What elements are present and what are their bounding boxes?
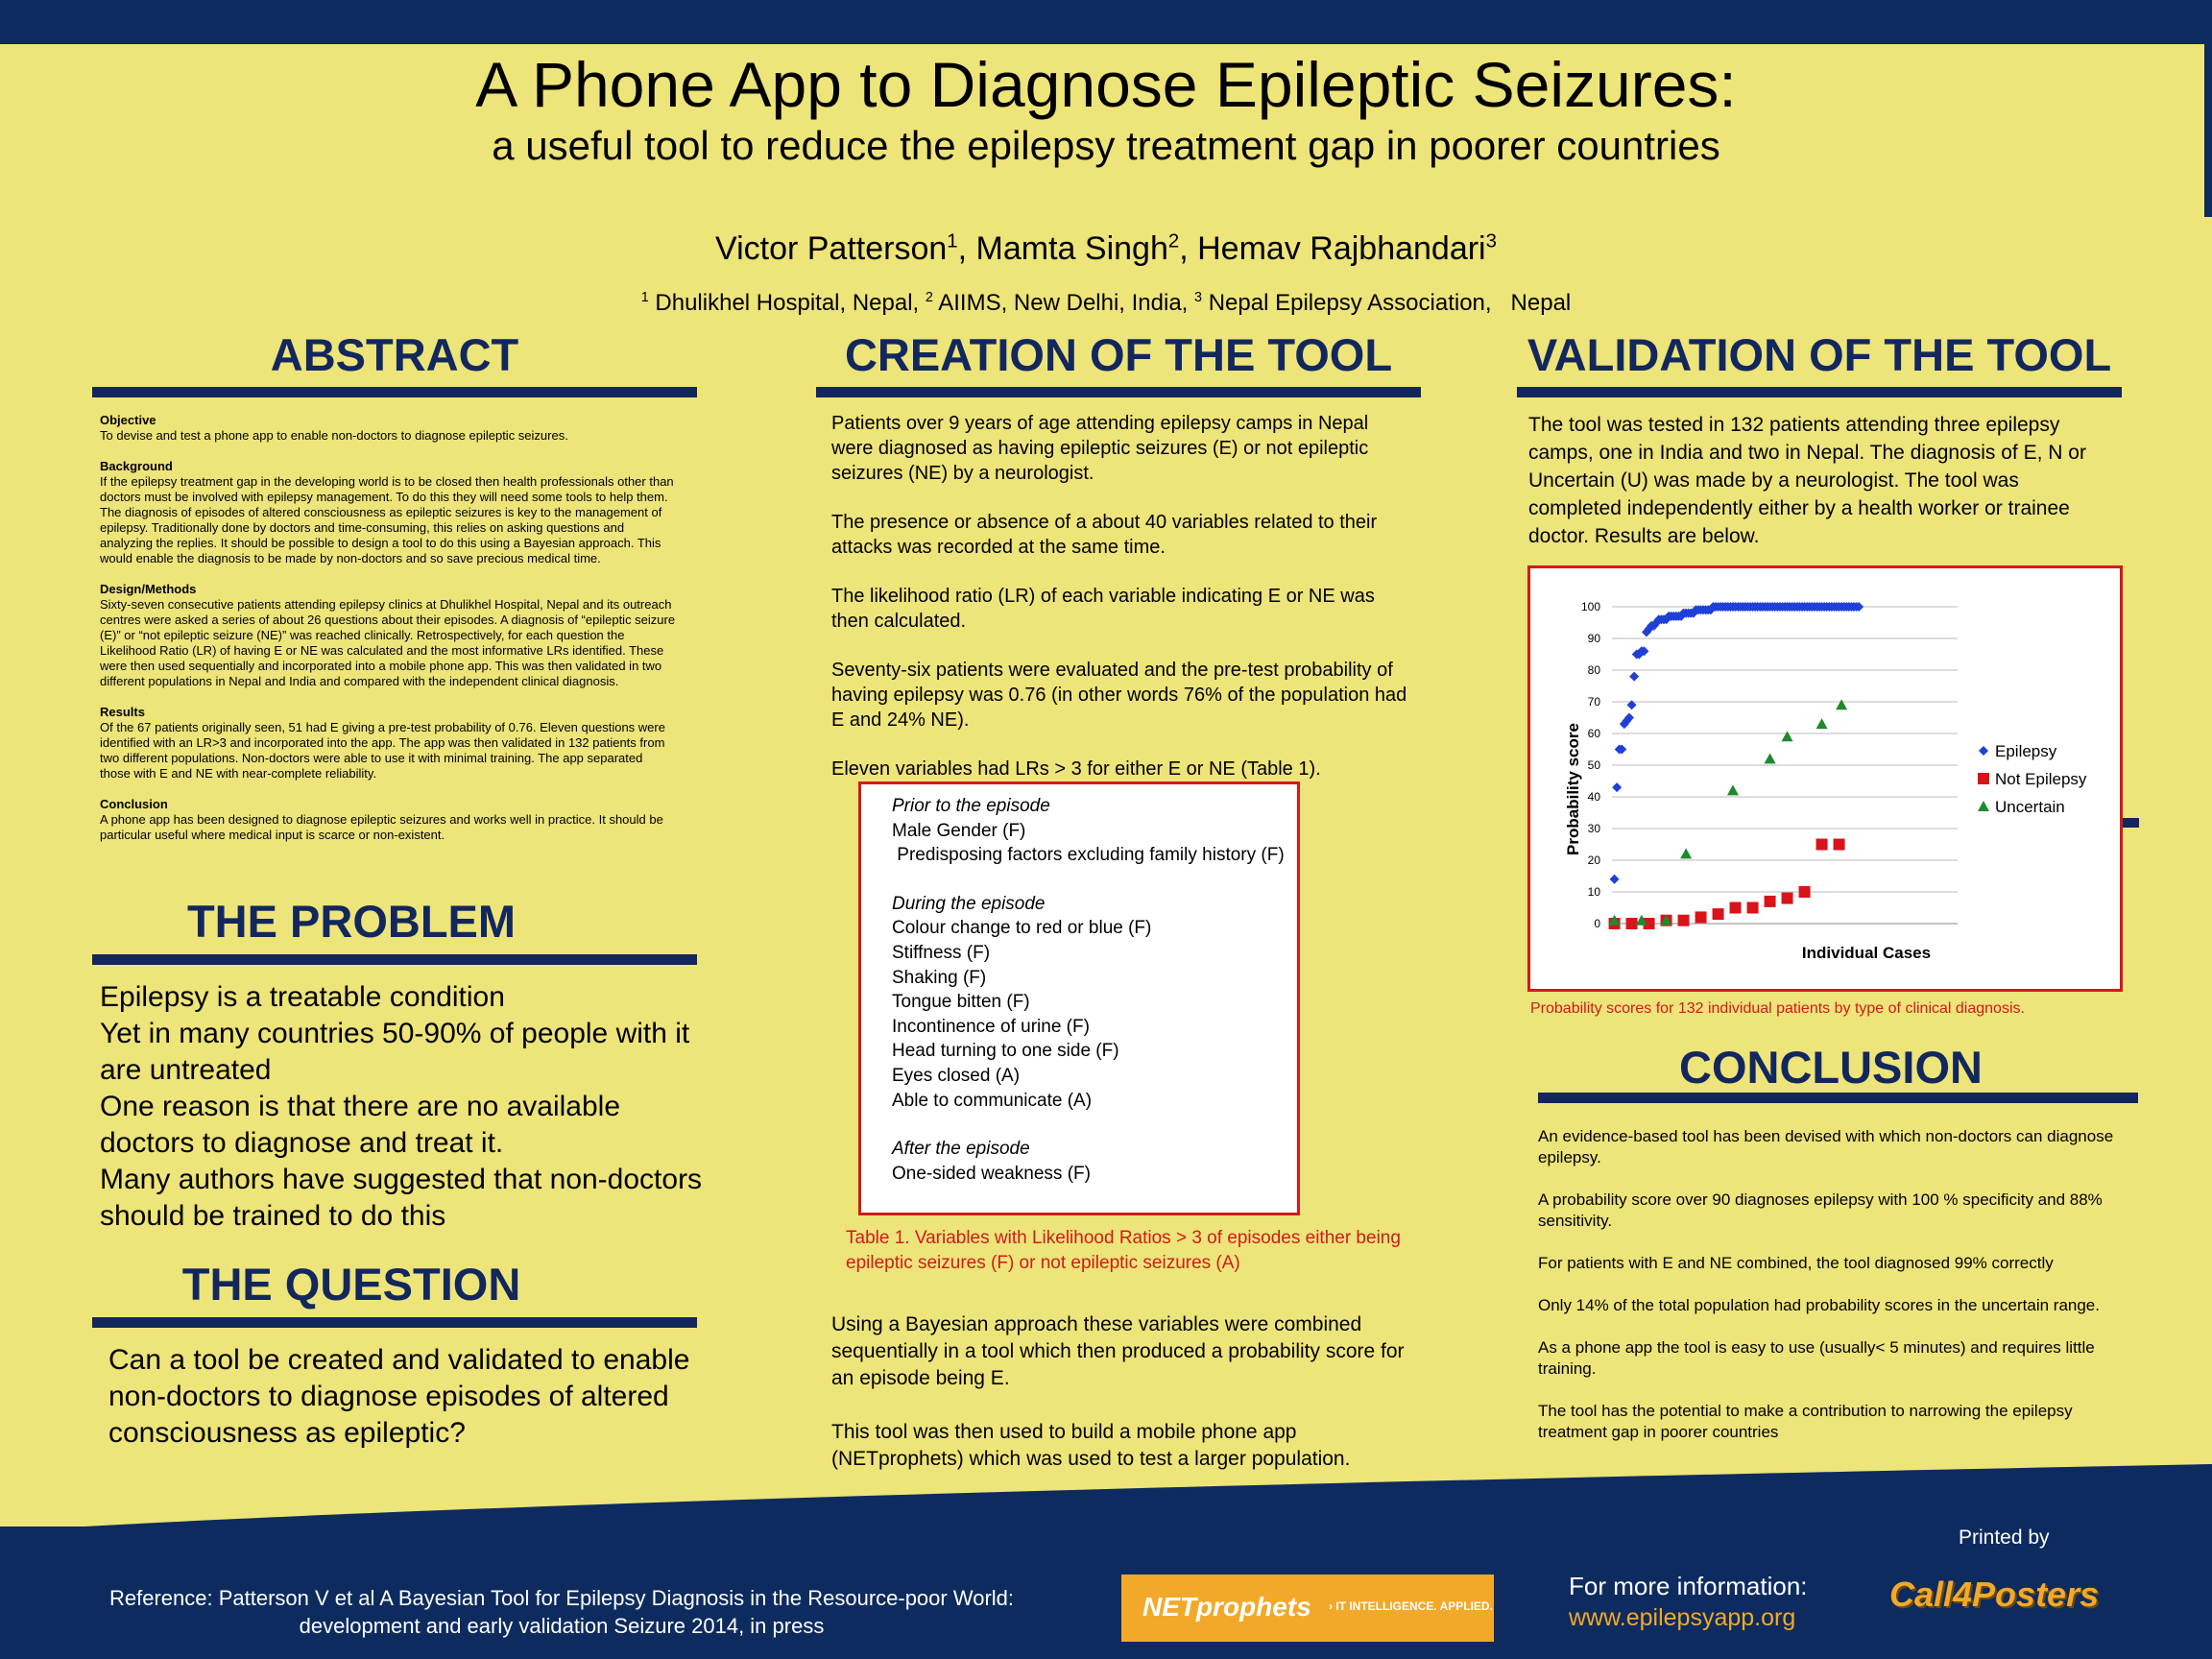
creation-paragraph: Eleven variables had LRs > 3 for either E or NE (Table 1). <box>831 758 1321 780</box>
data-point-not-epilepsy <box>1765 896 1776 907</box>
website-link[interactable]: www.epilepsyapp.org <box>1569 1604 1796 1631</box>
creation-paragraph: Patients over 9 years of age attending epilepsy camps in Nepal were diagnosed as having epileptic seizures (E) or not epileptic seizures (NE) by a neurologist. <box>831 413 1369 484</box>
table-item: Colour change to red or blue (F) <box>892 918 1152 939</box>
conclusion-paragraph: For patients with E and NE combined, the tool diagnosed 99% correctly <box>1538 1254 2054 1272</box>
poster-title: A Phone App to Diagnose Epileptic Seizures: <box>475 49 1737 120</box>
question-heading: THE QUESTION <box>181 1259 521 1310</box>
creation-rule <box>816 387 1421 397</box>
data-point-uncertain <box>1782 731 1793 741</box>
legend-marker <box>1978 801 1989 811</box>
author-name: Mamta Singh <box>975 230 1168 267</box>
y-tick-labels <box>1581 600 1600 930</box>
author-sup: 1 <box>947 230 958 252</box>
validation-text: The tool was tested in 132 patients attending three epilepsy camps, one in India and two in Nepal. The diagnosis of E, N or Uncertain (U) was made by a neurologist. The tool was completed independently either by a health worker or trainee doctor. Results are below. <box>1528 414 2086 547</box>
data-point-not-epilepsy <box>1626 918 1638 929</box>
data-point-epilepsy <box>1610 875 1620 884</box>
conclusion-paragraph: As a phone app the tool is easy to use (usually< 5 minutes) and requires little training. <box>1538 1338 2095 1378</box>
abstract-label: Results <box>100 705 145 719</box>
data-point-not-epilepsy <box>1695 911 1707 923</box>
conclusion-paragraph: Only 14% of the total population had probability scores in the uncertain range. <box>1538 1296 2100 1314</box>
legend-marker <box>1979 746 1988 756</box>
x-axis-label: Individual Cases <box>1801 944 1932 962</box>
data-point-not-epilepsy <box>1678 915 1690 926</box>
data-point-not-epilepsy <box>1782 893 1793 904</box>
abstract-rule <box>92 387 697 397</box>
abstract-text: If the epilepsy treatment gap in the developing world is to be closed then health professionals other than doctors must be involved with epilepsy management. To do this they will need some tools to help them. The diagnosis of episodes of altered consciousness as epileptic seizures is key to the management of epilepsy. Traditionally done by doctors and time-consuming, this relies on asking questions and analyzing the replies. It should be possible to design a tool to do this using a Bayesian approach. This would enable the diagnosis to be made by non-doctors and so save precious medical time. <box>100 474 674 565</box>
affil-sup: 1 <box>640 290 649 305</box>
abstract-heading: ABSTRACT <box>270 329 519 380</box>
validation-chart <box>1530 568 2120 989</box>
legend-label: Uncertain <box>1995 798 2065 816</box>
creation-paragraph: This tool was then used to build a mobile phone app (NETprophets) which was used to test a larger population. <box>831 1421 1351 1470</box>
creation-body <box>831 411 1407 781</box>
abstract-text: A phone app has been designed to diagnose epileptic seizures and works well in practice. It should be particular useful where medical input is scarce or non-existent. <box>100 812 663 842</box>
conclusion-paragraph: An evidence-based tool has been devised with which non-doctors can diagnose epilepsy. <box>1538 1127 2114 1166</box>
abstract-section <box>100 582 676 689</box>
creation-paragraph: The presence or absence of a about 40 variables related to their attacks was recorded at the same time. <box>831 512 1378 558</box>
reference-text: Reference: Patterson V et al A Bayesian Tool for Epilepsy Diagnosis in the Resource-poor World: development and early validation Seizure 2014, in press <box>108 1586 1015 1638</box>
table-item: Head turning to one side (F) <box>892 1041 1119 1062</box>
table-item: Incontinence of urine (F) <box>892 1016 1090 1037</box>
data-point-not-epilepsy <box>1747 902 1759 914</box>
validation-heading: VALIDATION OF THE TOOL <box>1527 329 2112 380</box>
data-point-not-epilepsy <box>1799 886 1811 898</box>
creation-paragraph: Using a Bayesian approach these variables were combined sequentially in a tool which then produced a probability score for an episode being E. <box>831 1313 1405 1389</box>
y-tick-label: 20 <box>1587 854 1600 867</box>
problem-line: Yet in many countries 50-90% of people with it are untreated <box>100 1018 690 1086</box>
abstract-text: To devise and test a phone app to enable non-doctors to diagnose epileptic seizures. <box>100 428 568 443</box>
author-sup: 3 <box>1485 230 1497 252</box>
abstract-text: Sixty-seven consecutive patients attending epilepsy clinics at Dhulikhel Hospital, Nepal and its outreach centres were asked a series of about 26 questions about their episodes. A diagnosis of “epileptic seizure (E)” or “not epileptic seizure (NE)” was reached clinically. Retrospectively, for each question the Likelihood Ratio (LR) of having E or NE was calculated and the most informative LRs identified. These were then used sequentially and incorporated into a mobile phone app. This was then validated in two different populations in Nepal and India and compared with the independent clinical diagnosis. <box>100 597 676 688</box>
creation-paragraph: Seventy-six patients were evaluated and the pre-test probability of having epilepsy was 0.76 (in other words 76% of the population had E and 24% NE). <box>831 660 1407 731</box>
abstract-section <box>100 705 676 781</box>
y-tick-label: 90 <box>1587 632 1600 645</box>
affiliation: Nepal Epilepsy Association, Nepal <box>1208 290 1572 316</box>
logo-tag-text: IT INTELLIGENCE. APPLIED. <box>1335 1599 1493 1613</box>
poster-subtitle: a useful tool to reduce the epilepsy treatment gap in poorer countries <box>492 123 1720 168</box>
table-group-title: Prior to the episode <box>892 796 1050 816</box>
problem-line: Epilepsy is a treatable condition <box>100 981 505 1013</box>
abstract-label: Background <box>100 459 173 473</box>
data-point-epilepsy <box>1629 672 1639 682</box>
table-item: Male Gender (F) <box>892 820 1026 841</box>
logo-tagline: › IT INTELLIGENCE. APPLIED. <box>1329 1599 1493 1613</box>
y-tick-label: 0 <box>1594 917 1600 930</box>
chart-frame <box>1527 565 2123 992</box>
affil-sup: 2 <box>925 290 933 305</box>
top-banner <box>0 0 2212 44</box>
problem-heading: THE PROBLEM <box>186 896 517 947</box>
chart-legend <box>1978 742 2087 816</box>
table-item: Eyes closed (A) <box>892 1065 1021 1086</box>
abstract-label: Conclusion <box>100 797 168 811</box>
y-tick-label: 70 <box>1587 695 1600 709</box>
abstract-label: Design/Methods <box>100 582 197 596</box>
problem-line: Many authors have suggested that non-doctors should be trained to do this <box>100 1164 703 1232</box>
table-item: Stiffness (F) <box>892 942 991 963</box>
problem-line: One reason is that there are no available doctors to diagnose and treat it. <box>100 1091 621 1159</box>
problem-rule <box>92 954 697 965</box>
abstract-section <box>100 459 676 566</box>
y-tick-label: 30 <box>1587 822 1600 835</box>
data-point-uncertain <box>1836 699 1847 709</box>
creation-heading: CREATION OF THE TOOL <box>844 329 1393 380</box>
author-sup: 2 <box>1167 230 1180 252</box>
author-list: Victor Patterson$^1$, Mamta Singh$^2$, Hemav Rajbhandari$^3$ <box>715 230 1497 267</box>
creation-paragraph: The likelihood ratio (LR) of each variable indicating E or NE was then calculated. <box>831 586 1375 632</box>
data-point-epilepsy <box>1612 782 1622 792</box>
printed-by-label: Printed by <box>1959 1527 2050 1549</box>
netprophets-logo <box>1121 1575 1494 1642</box>
conclusion-paragraph: A probability score over 90 diagnoses epilepsy with 100 % specificity and 88% sensitivity. <box>1538 1190 2103 1230</box>
data-point-not-epilepsy <box>1713 908 1724 920</box>
legend-marker <box>1978 773 1989 784</box>
table-item: Shaking (F) <box>892 967 987 988</box>
data-point-not-epilepsy <box>1816 839 1828 851</box>
data-point-uncertain <box>1727 784 1739 795</box>
conclusion-body <box>1538 1126 2133 1443</box>
y-tick-label: 10 <box>1587 885 1600 899</box>
abstract-label: Objective <box>100 413 156 427</box>
table-item: One-sided weakness (F) <box>892 1163 1091 1184</box>
author-name: Victor Patterson <box>715 230 948 267</box>
abstract-text: Of the 67 patients originally seen, 51 had E giving a pre-test probability of 0.76. Eleven questions were identified with an LR>3 and incorporated into the app. The app was then validated in 132 patients from two different populations. Non-doctors were able to use it with minimal training. The app separated those with E and NE with near-complete reliability. <box>100 720 665 781</box>
data-point-uncertain <box>1680 848 1692 858</box>
conclusion-heading: CONCLUSION <box>1679 1042 1983 1093</box>
data-point-uncertain <box>1816 718 1828 729</box>
abstract-body <box>100 413 676 843</box>
call4posters-logo: Call4Posters <box>1889 1575 2100 1614</box>
question-text: Can a tool be created and validated to enable non-doctors to diagnose episodes of altered consciousness as epileptic? <box>108 1344 690 1449</box>
abstract-section <box>100 797 676 843</box>
affiliation: Dhulikhel Hospital, Nepal, <box>655 290 920 316</box>
table-item: Able to communicate (A) <box>892 1090 1093 1111</box>
chart-grid <box>1612 607 1958 924</box>
problem-body <box>100 979 714 1235</box>
legend-label: Epilepsy <box>1995 742 2057 760</box>
table-group-title: After the episode <box>892 1139 1030 1160</box>
affiliations <box>0 290 2212 317</box>
more-info-label: For more information: <box>1569 1572 1808 1600</box>
validation-rule <box>1517 387 2122 397</box>
affiliation: AIIMS, New Delhi, India, <box>938 290 1189 316</box>
y-axis-label: Probability score <box>1564 723 1582 855</box>
author-name: Hemav Rajbhandari <box>1197 230 1486 267</box>
y-tick-label: 60 <box>1587 727 1600 740</box>
logo-text: NETprophets <box>1142 1592 1311 1622</box>
table-caption: Table 1. Variables with Likelihood Ratios > 3 of episodes either being epileptic seizures (F) or not epileptic seizures (A) <box>846 1228 1401 1273</box>
data-point-not-epilepsy <box>1834 839 1845 851</box>
creation-after <box>831 1311 1427 1473</box>
table-item: Predisposing factors excluding family history (F) <box>892 845 1285 866</box>
data-point-uncertain <box>1765 753 1776 763</box>
legend-label: Not Epilepsy <box>1995 770 2087 788</box>
variables-table <box>858 781 1300 1215</box>
table-group-title: During the episode <box>892 893 1046 914</box>
abstract-section <box>100 413 676 444</box>
conclusion-rule <box>1538 1093 2138 1103</box>
y-tick-label: 40 <box>1587 790 1600 804</box>
y-tick-label: 50 <box>1587 758 1600 772</box>
question-rule <box>92 1317 697 1328</box>
chart-caption: Probability scores for 132 individual patients by type of clinical diagnosis. <box>1530 1000 2025 1017</box>
data-point-not-epilepsy <box>1730 902 1742 914</box>
y-tick-label: 100 <box>1580 600 1600 613</box>
affil-sup: 3 <box>1194 290 1203 305</box>
y-tick-label: 80 <box>1587 663 1600 677</box>
conclusion-paragraph: The tool has the potential to make a contribution to narrowing the epilepsy treatment gap in poorer countries <box>1538 1402 2073 1441</box>
table-item: Tongue bitten (F) <box>892 992 1030 1013</box>
